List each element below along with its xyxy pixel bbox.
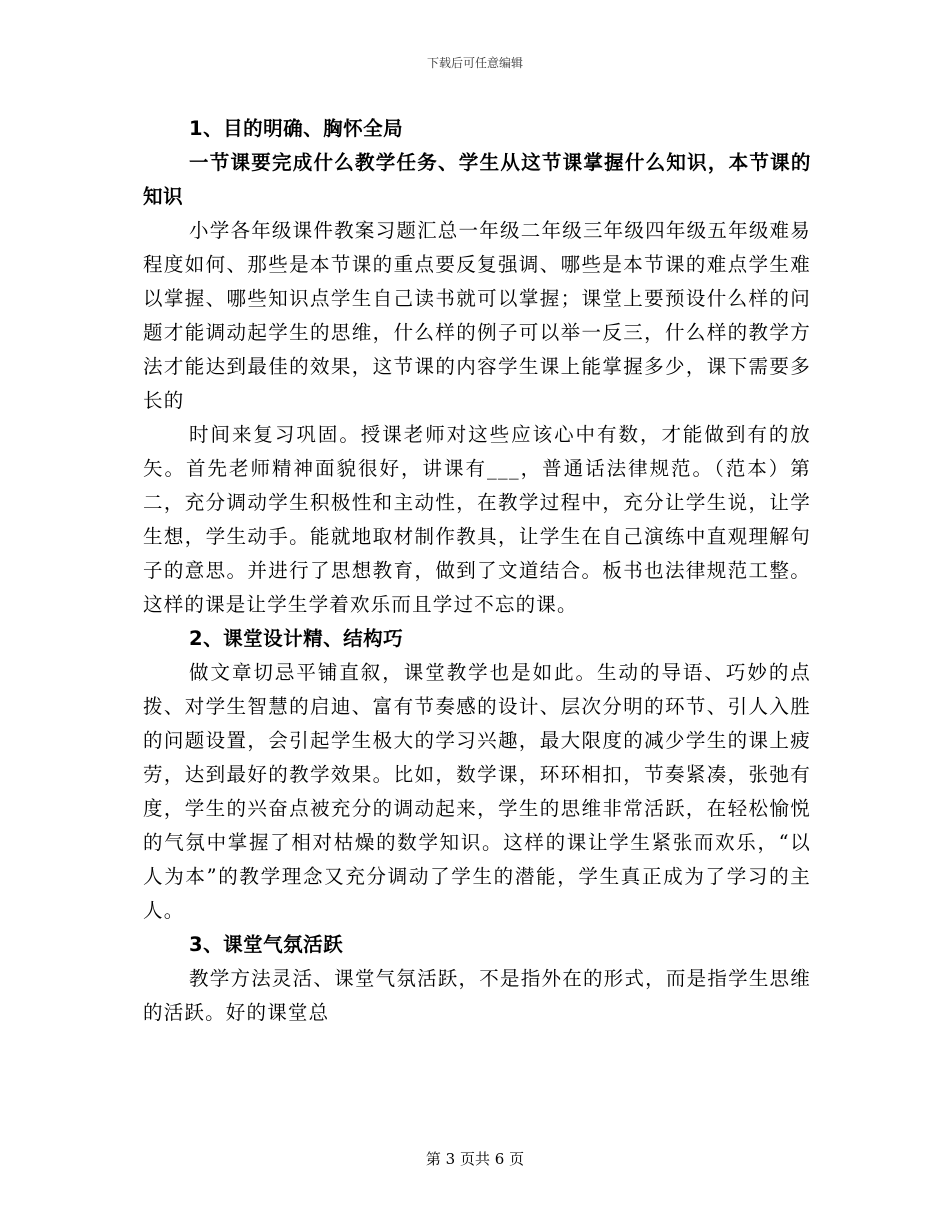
- section-2-paragraph-1: 做文章切忌平铺直叙，课堂教学也是如此。生动的导语、巧妙的点拨、对学生智慧的启迪、富有节奏感的设计、层次分明的环节、引人入胜的问题设置，会引起学生极大的学习兴趣，最大限度的减少学生的课上疲劳，达到最好的教学效果。比如，数学课，环环相扣，节奏紧凑，张弛有度，学生的兴奋点被充分的调动起来，学生的思维非常活跃，在轻松愉悦的气氛中掌握了相对枯燥的数学知识。这样的课让学生紧张而欢乐，“以人为本”的教学理念又充分调动了学生的潜能，学生真正成为了学习的主人。: [143, 661, 811, 922]
- section-1-paragraph-1: 小学各年级课件教案习题汇总一年级二年级三年级四年级五年级难易程度如何、那些是本节课的重点要反复强调、哪些是本节课的难点学生难以掌握、哪些知识点学生自己读书就可以掌握；课堂上要预设什么样的问题才能调动起学生的思维，什么样的例子可以举一反三，什么样的教学方法才能达到最佳的效果，这节课的内容学生课上能掌握多少，课下需要多长的: [143, 219, 811, 412]
- section-1-paragraph-2: 时间来复习巩固。授课老师对这些应该心中有数，才能做到有的放矢。首先老师精神面貌很好，讲课有___，普通话法律规范。（范本）第二，充分调动学生积极性和主动性，在教学过程中，充分让学生说，让学生想，学生动手。能就地取材制作教具，让学生在自己演练中直观理解句子的意思。并进行了思想教育，做到了文道结合。板书也法律规范工整。这样的课是让学生学着欢乐而且学过不忘的课。: [143, 423, 811, 616]
- page-number-footer: 第 3 页共 6 页: [425, 1150, 525, 1168]
- section-3-paragraph-1: 教学方法灵活、课堂气氛活跃，不是指外在的形式，而是指学生思维的活跃。好的课堂总: [143, 967, 811, 1024]
- section-2-heading: 2、课堂设计精、结构巧: [189, 627, 404, 650]
- section-1-heading: 1、目的明确、胸怀全局: [189, 117, 404, 140]
- section-1-lead-paragraph: 一节课要完成什么教学任务、学生从这节课掌握什么知识，本节课的知识: [143, 151, 811, 208]
- section-3-heading: 3、课堂气氛活跃: [189, 933, 344, 956]
- header-note: 下载后可任意编辑: [426, 56, 523, 70]
- document-body: [143, 112, 811, 1030]
